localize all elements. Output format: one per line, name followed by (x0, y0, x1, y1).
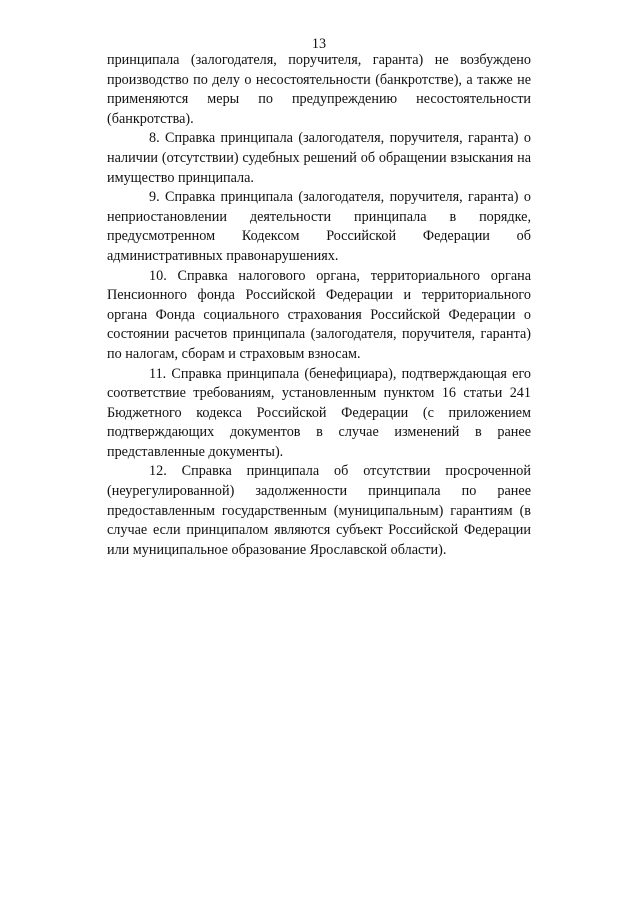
document-page (107, 35, 531, 560)
paragraph-item-10: 10. Справка налогового органа, территориального органа Пенсионного фонда Российской Федерации и территориального органа Фонда социального страхования Российской Федерации о состоянии расчетов принципала (залогодателя, поручителя, гаранта) по налогам, сборам и страховым взносам. (107, 267, 531, 362)
page-number: 13 (311, 36, 327, 52)
paragraph-item-12: 12. Справка принципала об отсутствии просроченной (неурегулированной) задолженности принципала по ранее предоставленным государственным (муниципальным) гарантиям (в случае если принципалом являются субъект Российской Федерации или муниципальное образование Ярославской области). (107, 463, 531, 558)
paragraph-item-8: 8. Справка принципала (залогодателя, поручителя, гаранта) о наличии (отсутствии) судебных решений об обращении взыскания на имущество принципала. (107, 130, 531, 186)
paragraph-item-9: 9. Справка принципала (залогодателя, поручителя, гаранта) о неприостановлении деятельности принципала в порядке, предусмотренном Кодексом Российской Федерации об административных правонарушениях. (107, 189, 531, 264)
paragraph-continuation: принципала (залогодателя, поручителя, гаранта) не возбуждено производство по делу о несостоятельности (банкротстве), а также не применяются меры по предупреждению несостоятельности (банкротства). (107, 52, 531, 127)
paragraph-item-11: 11. Справка принципала (бенефициара), подтверждающая его соответствие требованиям, установленным пунктом 16 статьи 241 Бюджетного кодекса Российской Федерации (с приложением подтверждающих документов в случае изменений в ранее представленные документы). (107, 365, 531, 460)
